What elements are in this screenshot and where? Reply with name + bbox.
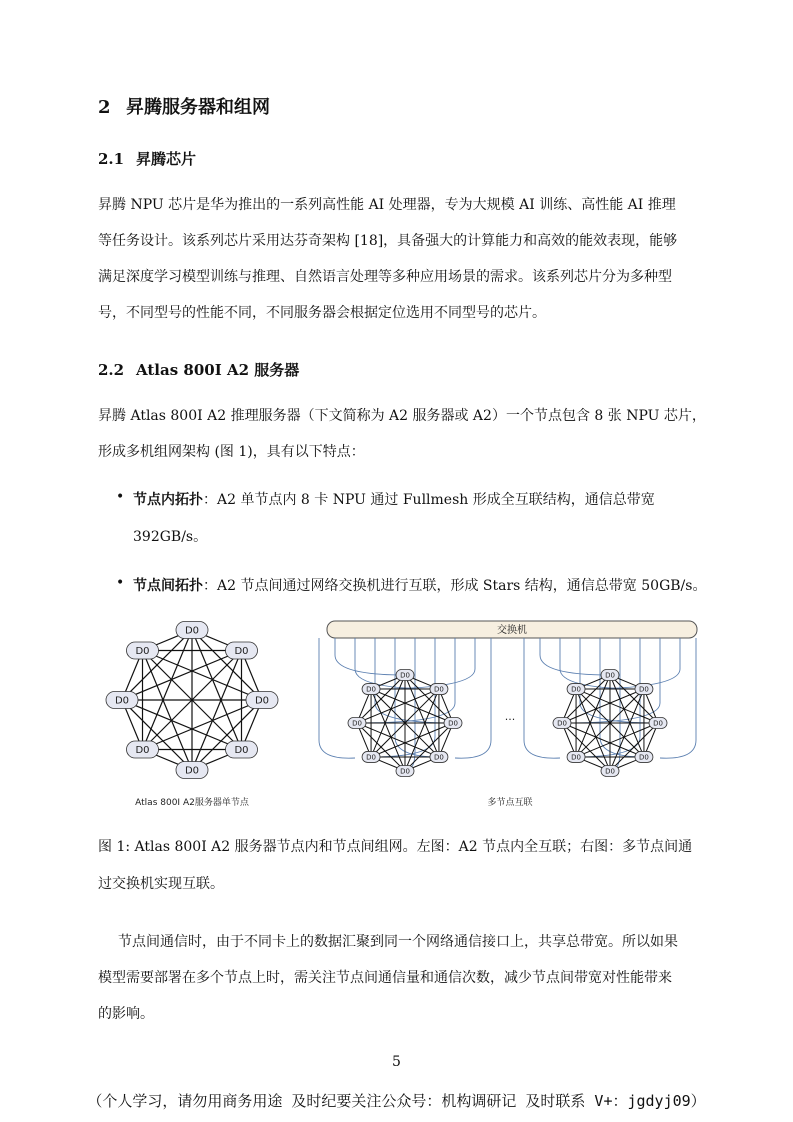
switch-link bbox=[371, 638, 475, 689]
npu-node-label: D0 bbox=[571, 753, 581, 762]
switch-link bbox=[576, 638, 640, 757]
npu-node-label: D0 bbox=[366, 753, 376, 762]
figure-caption-line-1: 图 1: Atlas 800I A2 服务器节点内和节点间组网。左图：A2 节点内全互联；右图：多节点间通 bbox=[98, 839, 693, 855]
npu-node-label: D0 bbox=[653, 719, 663, 728]
npu-node-label: D0 bbox=[254, 695, 270, 707]
para3-line-1: 节点间通信时，由于不同卡上的数据汇聚到同一个网络通信接口上，共享总带宽。所以如果 bbox=[118, 934, 678, 950]
switch-link bbox=[335, 638, 405, 675]
subsection-title: 昇腾芯片 bbox=[136, 150, 197, 168]
switch-link bbox=[355, 638, 439, 689]
switch-link bbox=[540, 638, 610, 675]
switch-label: 交换机 bbox=[497, 625, 527, 636]
npu-node-label: D0 bbox=[234, 646, 249, 658]
npu-node-label: D0 bbox=[135, 646, 150, 658]
bullet-2-label: 节点间拓扑 bbox=[133, 578, 203, 594]
npu-node-label: D0 bbox=[434, 753, 444, 762]
npu-node-label: D0 bbox=[184, 765, 200, 777]
bullet-dot: • bbox=[116, 489, 125, 505]
subsection-heading-chip bbox=[98, 148, 196, 169]
switch-link bbox=[524, 638, 560, 758]
switch-link bbox=[660, 638, 696, 758]
npu-node-label: D0 bbox=[234, 745, 249, 757]
bullet-dot: • bbox=[116, 575, 125, 591]
npu-node-label: D0 bbox=[400, 671, 410, 680]
subsection-title: Atlas 800I A2 服务器 bbox=[136, 361, 300, 379]
npu-node-label: D0 bbox=[135, 745, 150, 757]
footer-note: （个人学习，请勿用商务用途 及时纪要关注公众号：机构调研记 及时联系 V+：jgdyj09） bbox=[87, 1092, 706, 1110]
switch-link bbox=[600, 638, 644, 757]
switch-link bbox=[319, 638, 355, 758]
switch-link bbox=[560, 638, 644, 689]
section-number: 2 bbox=[98, 97, 111, 118]
switch-link bbox=[455, 638, 491, 758]
para2-line-2: 形成多机组网架构 (图 1)，具有以下特点： bbox=[98, 444, 365, 460]
switch-link bbox=[395, 638, 439, 757]
page-number: 5 bbox=[392, 1054, 401, 1070]
npu-node-label: D0 bbox=[114, 695, 130, 707]
switch-link bbox=[371, 638, 435, 757]
subsection-heading-server bbox=[98, 359, 299, 380]
figure-caption-line-2: 过交换机实现互联。 bbox=[98, 876, 224, 892]
npu-node-label: D0 bbox=[400, 767, 410, 776]
bullet-1-line-2: 392GB/s。 bbox=[133, 529, 208, 545]
npu-node-label: D0 bbox=[571, 685, 581, 694]
para1-line-3: 满足深度学习模型训练与推理、自然语言处理等多种应用场景的需求。该系列芯片分为多种型 bbox=[98, 269, 672, 285]
bullet-1-text: ：A2 单节点内 8 卡 NPU 通过 Fullmesh 形成全互联结构，通信总带宽 bbox=[203, 492, 655, 508]
section-title: 昇腾服务器和组网 bbox=[126, 97, 270, 118]
right-fullmesh-edges bbox=[357, 675, 658, 771]
right-figure-caption: 多节点互联 bbox=[487, 798, 533, 808]
bullet-2-line-1 bbox=[133, 575, 707, 595]
npu-node-label: D0 bbox=[605, 671, 615, 680]
npu-node-label: D0 bbox=[448, 719, 458, 728]
npu-node-label: D0 bbox=[639, 685, 649, 694]
npu-node-label: D0 bbox=[184, 625, 200, 637]
network-topology-figure bbox=[0, 612, 793, 818]
npu-node-label: D0 bbox=[366, 685, 376, 694]
subsection-number: 2.2 bbox=[98, 361, 125, 379]
para1-line-1: 昇腾 NPU 芯片是华为推出的一系列高性能 AI 处理器，专为大规模 AI 训练、高性能 AI 推理 bbox=[98, 197, 676, 213]
ellipsis: ... bbox=[504, 710, 516, 723]
npu-node-label: D0 bbox=[605, 767, 615, 776]
bullet-1-label: 节点内拓扑 bbox=[133, 492, 203, 508]
npu-node-label: D0 bbox=[434, 685, 444, 694]
switch-link bbox=[576, 638, 680, 689]
section-heading bbox=[98, 93, 270, 119]
para2-line-1: 昇腾 Atlas 800I A2 推理服务器（下文简称为 A2 服务器或 A2）一个节点包含 8 张 NPU 芯片， bbox=[98, 408, 706, 424]
para1-line-4: 号，不同型号的性能不同，不同服务器会根据定位选用不同型号的芯片。 bbox=[98, 305, 546, 321]
npu-node-label: D0 bbox=[557, 719, 567, 728]
subsection-number: 2.1 bbox=[98, 150, 125, 168]
para3-line-2: 模型需要部署在多个节点上时，需关注节点间通信量和通信次数，减少节点间带宽对性能带来 bbox=[98, 970, 672, 986]
bullet-1-line-1 bbox=[133, 489, 698, 509]
npu-node-label: D0 bbox=[639, 753, 649, 762]
left-figure-caption: Atlas 800I A2服务器单节点 bbox=[135, 798, 249, 808]
npu-node-label: D0 bbox=[352, 719, 362, 728]
para1-line-2: 等任务设计。该系列芯片采用达芬奇架构 [18]，具备强大的计算能力和高效的能效表现，能够 bbox=[98, 233, 678, 249]
para3-line-3: 的影响。 bbox=[98, 1006, 154, 1022]
bullet-2-text: ：A2 节点间通过网络交换机进行互联，形成 Stars 结构，通信总带宽 50GB/s。 bbox=[203, 578, 707, 594]
